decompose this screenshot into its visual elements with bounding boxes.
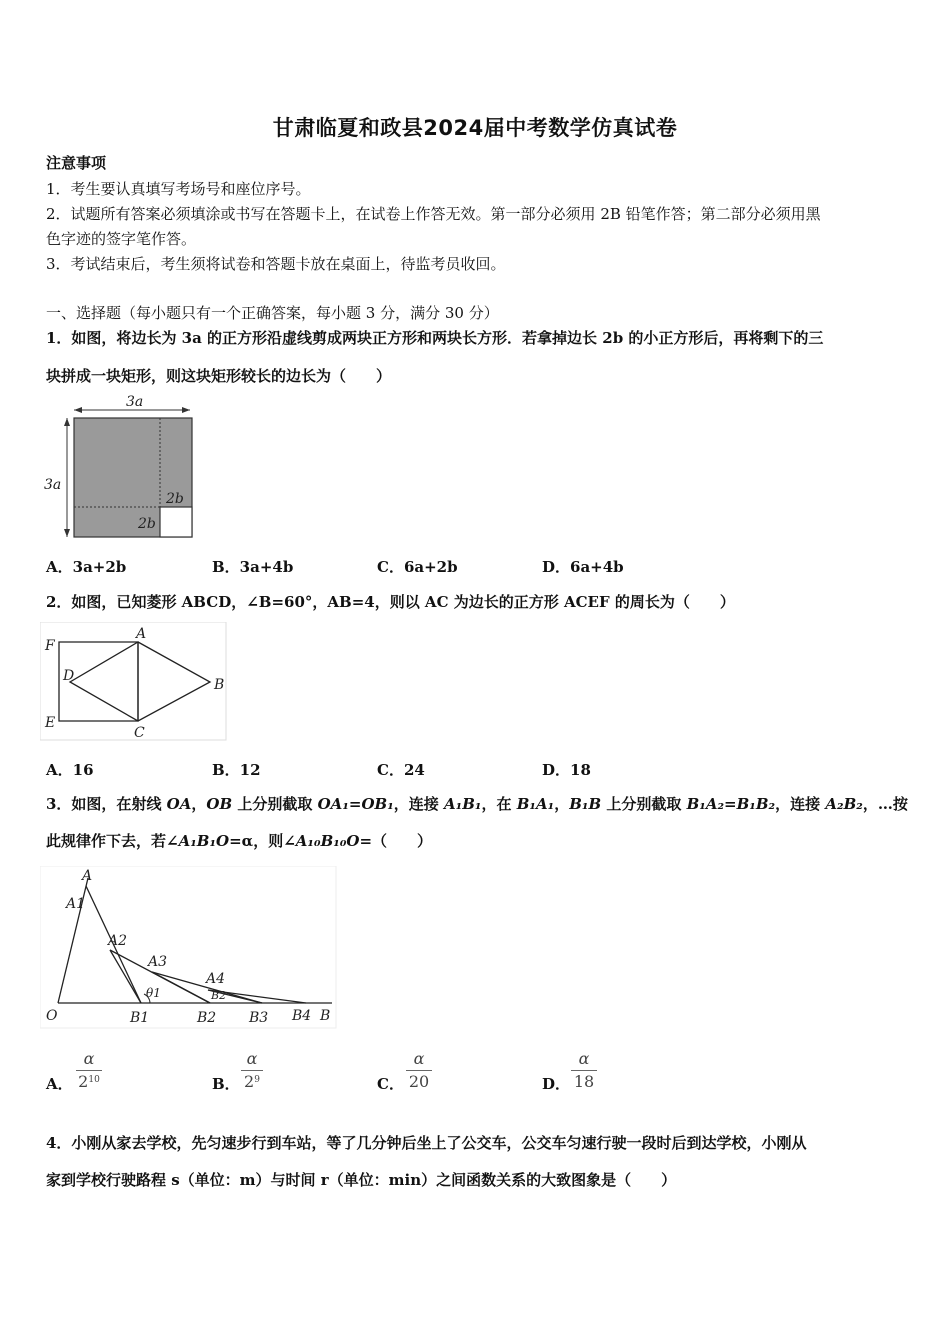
q3-option-b-fraction[interactable]: α $2^9$ — [241, 1050, 263, 1091]
q3-label-b4: B4 — [292, 1008, 312, 1024]
notice-heading: 注意事项 — [46, 154, 107, 172]
q3-option-d-label[interactable]: D． — [542, 1075, 571, 1093]
q3-option-a-label[interactable]: A． — [46, 1075, 73, 1093]
q2-option-a[interactable]: A．16 — [46, 761, 94, 779]
q1-option-c[interactable]: C．6a+2b — [377, 558, 458, 576]
q3-option-b-label[interactable]: B． — [212, 1075, 240, 1093]
q4-stem-line-2: 家到学校行驶路程 s（单位：m）与时间 r（单位：min）之间函数关系的大致图象是（ ） — [46, 1171, 677, 1189]
q1-option-d[interactable]: D．6a+4b — [542, 558, 624, 576]
q1-left-arrow-top — [64, 418, 70, 426]
q2-option-d[interactable]: D．18 — [542, 761, 591, 779]
q3-label-a3: A3 — [148, 954, 168, 970]
q1-removed-small-square — [160, 507, 192, 537]
q2-stem: 2．如图，已知菱形 ABCD，∠B=60°，AB=4，则以 AC 为边长的正方形 ACEF 的周长为（ ） — [46, 593, 735, 611]
q2-label-a: A — [136, 626, 147, 642]
q1-option-b[interactable]: B．3a+4b — [212, 558, 294, 576]
q2-figure — [40, 622, 230, 744]
q3-label-b3: B3 — [249, 1010, 269, 1026]
q3-label-o: O — [46, 1008, 58, 1024]
q1-top-arrow-right — [182, 407, 190, 413]
q2-label-c: C — [134, 725, 145, 741]
q1-label-2b-bottom: 2b — [138, 516, 156, 532]
q3-label-a1: A1 — [66, 896, 86, 912]
q2-option-c[interactable]: C．24 — [377, 761, 425, 779]
q3-stem-line-2: 此规律作下去，若∠A₁B₁O=α，则∠A₁₀B₁₀O=（ ） — [46, 832, 433, 850]
q1-top-arrow-left — [74, 407, 82, 413]
q3-option-a-fraction[interactable]: α $2^{10}$ — [76, 1050, 102, 1091]
q2-label-d: D — [63, 668, 75, 684]
notice-item-2-line-2: 色字迹的签字笔作答。 — [46, 230, 197, 248]
q2-label-e: E — [45, 715, 56, 731]
q3-label-a4: A4 — [206, 971, 226, 987]
q1-option-a[interactable]: A．3a+2b — [46, 558, 127, 576]
q3-label-a2: A2 — [108, 933, 128, 949]
q3-label-b: B — [320, 1008, 331, 1024]
q3-label-b2-upper: B2 — [211, 989, 227, 1002]
q3-label-theta1: θ1 — [146, 986, 161, 1000]
q2-option-b[interactable]: B．12 — [212, 761, 261, 779]
q1-label-3a-left: 3a — [44, 477, 62, 493]
notice-item-1: 1．考生要认真填写考场号和座位序号。 — [46, 180, 311, 198]
q1-figure — [40, 392, 210, 547]
q4-stem-line-1: 4．小刚从家去学校，先匀速步行到车站，等了几分钟后坐上了公交车，公交车匀速行驶一段时后到达学校，小刚从 — [46, 1134, 807, 1152]
page-title: 甘肃临夏和政县2024届中考数学仿真试卷 — [272, 116, 678, 140]
q2-label-b: B — [214, 677, 225, 693]
q3-label-b1: B1 — [130, 1010, 150, 1026]
q1-label-2b-right: 2b — [166, 491, 184, 507]
q1-stem-line-2: 块拼成一块矩形，则这块矩形较长的边长为（ ） — [46, 367, 392, 385]
q2-label-f: F — [45, 638, 55, 654]
q1-stem-line-1: 1．如图，将边长为 3a 的正方形沿虚线剪成两块正方形和两块长方形．若拿掉边长 2b 的小正方形后，再将剩下的三 — [46, 329, 824, 347]
q3-figure — [40, 866, 340, 1031]
q1-left-arrow-bottom — [64, 529, 70, 537]
q3-label-a: A — [82, 868, 93, 884]
q1-label-3a-top: 3a — [126, 394, 144, 410]
notice-item-2-line-1: 2．试题所有答案必须填涂或书写在答题卡上，在试卷上作答无效。第一部分必须用 2B 铅笔作答；第二部分必须用黑 — [46, 205, 821, 223]
q3-label-b2: B2 — [197, 1010, 217, 1026]
q3-option-c-label[interactable]: C． — [377, 1075, 404, 1093]
q3-stem-line-1: 3．如图，在射线 OA，OB 上分别截取 OA₁=OB₁，连接 A₁B₁，在 B₁A₁，B₁B 上分别截取 B₁A₂=B₁B₂，连接 A₂B₂，…按 — [46, 795, 908, 813]
q3-option-d-fraction[interactable]: α 18 — [571, 1050, 597, 1091]
section-heading: 一、选择题（每小题只有一个正确答案，每小题 3 分，满分 30 分） — [46, 304, 499, 322]
q3-option-c-fraction[interactable]: α 20 — [406, 1050, 432, 1091]
notice-item-3: 3．考试结束后，考生须将试卷和答题卡放在桌面上，待监考员收回。 — [46, 255, 506, 273]
q2-rhombus-abcd — [70, 642, 210, 721]
